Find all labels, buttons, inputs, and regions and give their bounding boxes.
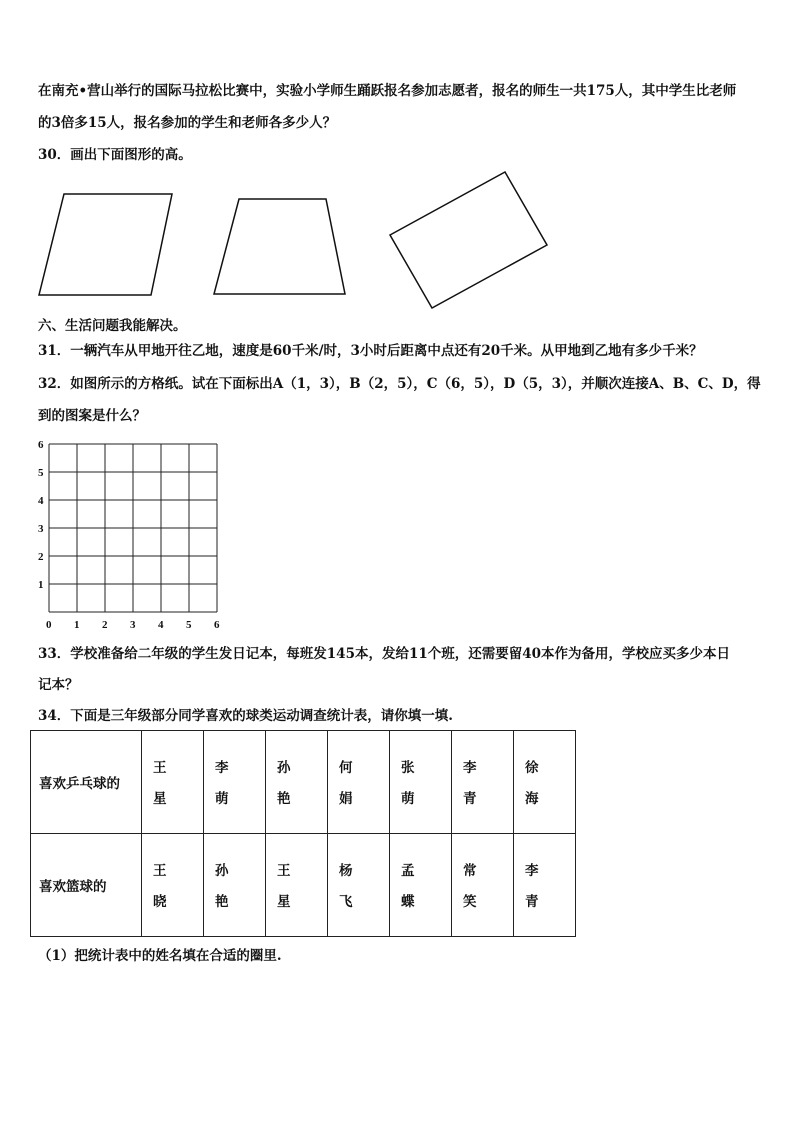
name-char: 孟 [401, 863, 415, 879]
q33-line1: 33．学校准备给二年级的学生发日记本，每班发145本，发给11个班，还需要留40本作为备用，学校应买多少本日 [38, 646, 731, 662]
name-char: 李 [525, 863, 539, 879]
x-tick-label: 2 [102, 619, 108, 628]
name-cell [390, 834, 452, 937]
table-row [31, 731, 576, 834]
name-char: 王 [153, 863, 167, 879]
name-char: 孙 [215, 863, 229, 879]
y-tick-label: 4 [38, 495, 44, 507]
name-cell [204, 834, 266, 937]
name-cell [328, 731, 390, 834]
table-row [31, 834, 576, 937]
q32-line1: 32．如图所示的方格纸。试在下面标出A（1，3），B（2，5），C（6，5），D（5，3），并顺次连接A、B、C、D，得 [38, 376, 761, 392]
name-char: 海 [525, 791, 539, 807]
name-cell [266, 834, 328, 937]
name-char: 孙 [277, 760, 291, 776]
name-char: 娟 [339, 791, 353, 807]
row-label-basketball: 喜欢篮球的 [31, 834, 142, 937]
name-char: 李 [463, 760, 477, 776]
name-cell [204, 731, 266, 834]
y-tick-label: 5 [38, 467, 44, 479]
x-tick-label: 4 [158, 619, 164, 628]
name-char: 蝶 [401, 894, 415, 910]
name-cell [266, 731, 328, 834]
name-char: 何 [339, 760, 353, 776]
y-tick-label: 3 [38, 523, 44, 535]
trapezoid-figure [205, 190, 355, 302]
name-char: 李 [215, 760, 229, 776]
x-tick-label: 3 [130, 619, 136, 628]
x-tick-label: 1 [74, 619, 80, 628]
name-char: 常 [463, 863, 477, 879]
name-cell [390, 731, 452, 834]
name-cell [514, 834, 576, 937]
name-char: 王 [153, 760, 167, 776]
name-char: 笑 [463, 894, 477, 910]
name-cell [452, 834, 514, 937]
name-cell [328, 834, 390, 937]
name-char: 萌 [401, 791, 415, 807]
name-char: 王 [277, 863, 291, 879]
x-tick-label: 5 [186, 619, 192, 628]
name-cell [142, 834, 204, 937]
parallelogram-figure [30, 185, 180, 303]
y-tick-label: 1 [38, 579, 44, 591]
q29-line2: 的3倍多15人，报名参加的学生和老师各多少人？ [38, 115, 337, 131]
row-label-ping-pong: 喜欢乒乓球的 [31, 731, 142, 834]
q31-text: 31．一辆汽车从甲地开往乙地，速度是60千米/时，3小时后距离中点还有20千米。从甲地到乙地有多少千米？ [38, 343, 703, 359]
x-tick-label: 0 [46, 619, 52, 628]
name-char: 张 [401, 760, 415, 776]
q30-title: 30．画出下面图形的高。 [38, 147, 192, 163]
q34-text: 34．下面是三年级部分同学喜欢的球类运动调查统计表，请你填一填. [38, 708, 453, 724]
q34-part1-text: （1）把统计表中的姓名填在合适的圈里. [38, 948, 282, 964]
y-tick-label: 2 [38, 551, 44, 563]
name-cell [142, 731, 204, 834]
name-char: 徐 [525, 760, 539, 776]
name-cell [452, 731, 514, 834]
rotated-rectangle-figure [380, 163, 560, 318]
name-char: 青 [463, 791, 477, 807]
q32-line2: 到的图案是什么？ [38, 408, 146, 424]
q33-line2: 记本？ [38, 677, 79, 693]
ball-sports-survey-table [30, 730, 576, 937]
section-6-heading: 六、生活问题我能解决。 [38, 318, 187, 334]
name-char: 萌 [215, 791, 229, 807]
q29-line1: 在南充•营山举行的国际马拉松比赛中，实验小学师生踊跃报名参加志愿者，报名的师生一共175人，其中学生比老师 [38, 83, 737, 99]
name-char: 星 [153, 791, 167, 807]
name-char: 青 [525, 894, 539, 910]
name-char: 艳 [277, 791, 291, 807]
y-tick-label: 6 [38, 439, 44, 451]
name-char: 星 [277, 894, 291, 910]
name-char: 艳 [215, 894, 229, 910]
name-cell [514, 731, 576, 834]
name-char: 杨 [339, 863, 353, 879]
coordinate-grid [30, 438, 235, 628]
x-tick-label: 6 [214, 619, 220, 628]
name-char: 晓 [153, 894, 167, 910]
name-char: 飞 [339, 894, 353, 910]
